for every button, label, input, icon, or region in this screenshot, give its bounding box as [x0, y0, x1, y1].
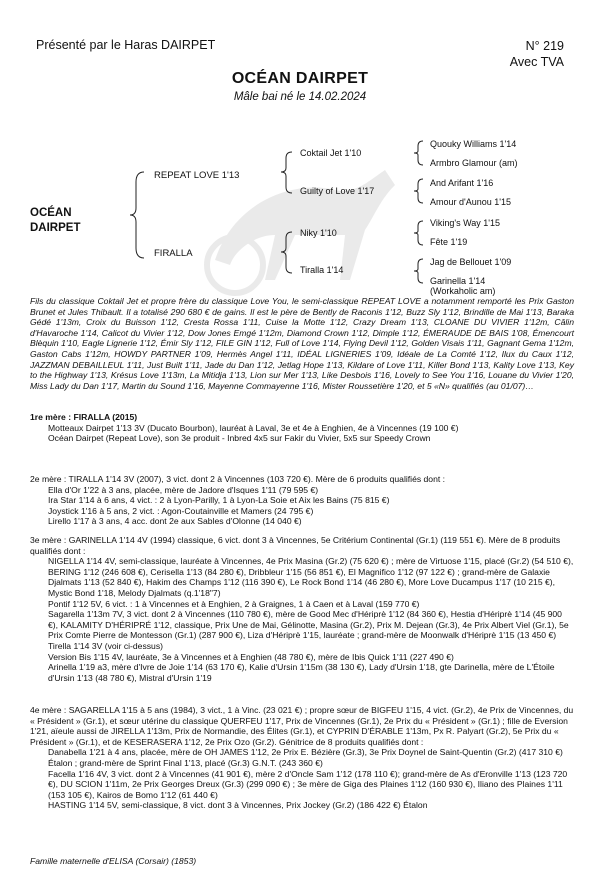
- sulky-watermark-icon: [175, 140, 425, 300]
- fourth-dam-title: 4e mère : SAGARELLA 1'15 à 5 ans (1984), 3 vict., 1 à Vinc. (23 021 €) ; propre sœur de BIGFEU 1'15, 4 vict. (Gr.2), 4e Prix de Vincennes, du « Président » (Gr.1), et sœur utérine du classique QUERFEU 1'17, Prix de Vincennes (Gr.1), 2e Prix du « Président » (Gr.1) ; fille de Eversion 1'21, aïeule aussi de JIRELLA 1'13m, Prix de Normandie, des Élites (Gr.1), et CYPRIN D'ÉRABLE 1'13m, Px R. Palyart (Gr.2), 5e Prix du « Président » (Gr.1), et de KESERASERA 1'12, 2e Prix Ozo (Gr.2). Génitrice de 8 produits qualifiés dont :: [30, 705, 574, 747]
- pedigree-gg-7: Jag de Bellouet 1'09: [430, 257, 512, 267]
- fourth-dam-section: [30, 705, 574, 811]
- pedigree-dam-dam: Tiralla 1'14: [300, 265, 344, 275]
- third-dam-title: 3e mère : GARINELLA 1'14 4V (1994) classique, 6 vict. dont 3 à Vincennes, 5e Critérium Continental (Gr.1) (119 551 €). Mère de 8 produits qualifiés dont :: [30, 535, 561, 556]
- second-dam-line: Ella d'Or 1'22 à 3 ans, placée, mère de Jadore d'Isques 1'11 (79 595 €): [48, 484, 319, 495]
- second-dam-section: [30, 474, 574, 527]
- lot-label: N° 219: [525, 39, 564, 53]
- fourth-dam-line: Facella 1'16 4V, 3 vict. dont 2 à Vincennes (41 901 €), mère 2 d'Oncle Sam 1'12 (178 110 €); grand-mère de As d'Eronville 1'13 (123 720 €), DU SCION 1'11m, 2e Prix Georges Dreux (Gr.3) (299 090 €) ; 3e mère de Giga des Plaines 1'12 (160 930 €), Iliano des Plaines 1'11 (153 105 €), Kairos de Bomo 1'12 (61 440 €): [48, 768, 568, 800]
- pedigree-sire: REPEAT LOVE 1'13: [154, 170, 240, 181]
- second-dam-line: Joystick 1'16 à 5 ans, 2 vict. : Agon-Coutainville et Mamers (24 795 €): [48, 505, 314, 516]
- presenter-text: Présenté par le Haras DAIRPET: [36, 38, 216, 52]
- pedigree-gg-2: Armbro Glamour (am): [430, 158, 518, 168]
- pedigree-gg-3: And Arifant 1'16: [430, 178, 494, 188]
- third-dam-line: Pontif 1'12 5V, 6 vict. : 1 à Vincennes et à Enghien, 2 à Graignes, 1 à Caen et à Laval (159 770 €): [48, 598, 420, 609]
- first-dam-title: 1re mère : FIRALLA (2015): [30, 412, 138, 422]
- vat-label: Avec TVA: [509, 55, 564, 69]
- pedigree-horse-line2: DAIRPET: [30, 222, 81, 234]
- third-dam-line: Sagarella 1'13m 7V, 3 vict. dont 2 à Vincennes (110 780 €), mère de Good Mec d'Hériprè 1'12 (84 360 €), Hestia d'Hériprè 1'14 (45 900 €), KALAMITY D'HÉRIPRÉ 1'12, classique, Prix Une de Mai, Gélinotte, Masina (Gr.2), Prix M. Dejean (Gr.3), 4e Prix Albert Viel (Gr.1), 5e Prix Comte Pierre de Montesson (Gr.1) (287 900 €), Liza d'Hériprè 1'15, lauréate ; grand-mère de Moonwalk d'Hériprè 1'15 (13 450 €): [48, 609, 569, 641]
- pedigree-sire-sire: Coktail Jet 1'10: [300, 148, 362, 158]
- pedigree-gg-9: (Workaholic am): [430, 286, 496, 296]
- brace-gg2-icon: [412, 178, 426, 204]
- third-dam-line: Tirella 1'14 3V (voir ci-dessus): [48, 640, 163, 651]
- first-dam-line: Motteaux Dairpet 1'13 3V (Ducato Bourbon), lauréat à Laval, 3e et 4e à Enghien, 4e à Vincennes (19 100 €): [48, 422, 459, 433]
- brace-gg1-icon: [412, 140, 426, 166]
- brace-dam-icon: [278, 230, 296, 275]
- third-dam-line: Arinella 1'19 a3, mère d'Ivre de Joie 1'14 (63 170 €), Kalie d'Ursin 1'15m (38 130 €), Lady d'Ursin 1'18, gte Darinella, mère de L'Étoile d'Ursin 1'13 (48 780 €), Mistral d'Ursin 1'19: [48, 662, 555, 683]
- fourth-dam-line: HASTING 1'14 5V, semi-classique, 8 vict. dont 3 à Vincennes, Prix Jockey (Gr.2) (186 422 €) Étalon: [48, 800, 428, 811]
- first-dam-line: Océan Dairpet (Repeat Love), son 3e produit - Inbred 4x5 sur Fakir du Vivier, 5x5 sur Speedy Crown: [48, 433, 431, 444]
- pedigree-gg-8: Garinella 1'14: [430, 276, 486, 286]
- first-dam-section: [30, 412, 574, 444]
- second-dam-title: 2e mère : TIRALLA 1'14 3V (2007), 3 vict. dont 2 à Vincennes (103 720 €). Mère de 6 produits qualifiés dont :: [30, 474, 446, 484]
- pedigree-horse-line1: OCÉAN: [30, 207, 72, 219]
- brace-gg4-icon: [412, 258, 426, 284]
- lot-number: [510, 38, 564, 70]
- pedigree-dam-sire: Niky 1'10: [300, 228, 337, 238]
- brace-sire-icon: [278, 150, 296, 195]
- second-dam-line: Ira Star 1'14 à 6 ans, 4 vict. : 2 à Lyon-Parilly, 1 à Lyon-La Soie et Aix les Bains (75 815 €): [48, 495, 390, 506]
- third-dam-section: [30, 535, 574, 683]
- third-dam-line: NIGELLA 1'14 4V, semi-classique, lauréate à Vincennes, 4e Prix Masina (Gr.2) (75 620 €) ; mère de Virtuose 1'15, placé (Gr.2) (54 510 €), BERING 1'12 (246 608 €), Cerisella 1'13 (84 280 €), Dribbleur 1'15 (56 851 €), El Magnifico 1'12 (97 122 €) ; grand-mère de Galaxie Djalmats 1'13 (52 840 €), Hakim des Champs 1'12 (116 390 €), Le Rock Bond 1'14 (46 280 €), More Love Ducampus 1'17 (10 215 €), Mystic Bond 1'18, Melody Djalmats (q.1'18"7): [48, 556, 574, 598]
- pedigree-gg-5: Viking's Way 1'15: [430, 218, 500, 228]
- pedigree-gg-6: Fête 1'19: [430, 237, 468, 247]
- third-dam-line: Version Bis 1'15 4V, lauréate, 3e à Vincennes et à Enghien (48 780 €), mère de Ibis Quick 1'11 (227 490 €): [48, 651, 454, 662]
- brace-gg3-icon: [412, 220, 426, 246]
- pedigree-dam: FIRALLA: [154, 248, 193, 259]
- sire-description: Fils du classique Coktail Jet et propre frère du classique Love You, le semi-classique REPEAT LOVE a notamment remporté les Prix Gaston Brunet et Jules Thibault. Il a totalisé 290 680 € de gains. Il est le père de Bently de Raconis 1'12, Buzz Sly 1'12, Brindille de Mai 1'13, Baraka Gédé 1'13m, Croix du Buisson 1'12, Cresta Rossa 1'11, Cuise la Motte 1'12, Crazy Dream 1'13, CLOANE DU VIVIER 1'12m, Câlin d'Havaroche 1'14, Calicot du Vivier 1'12, Dow Jones Emgé 1'12m, Diamond Crown 1'12, Dimple 1'12, ÉMERAUDE DE BAIS 1'08, Émencourt Blèquin 1'10, Eagle Lignerie 1'12, Émir Sly 1'12, FILE GIN 1'12, Full of Love 1'14, Flying Devil 1'12, Golden Visais 1'11, Gagnant Gema 1'12m, Gaston Cabs 1'12m, HOWDY PARTNER 1'09, Hermès Angel 1'11, IDÉAL LIGNERIES 1'09, Idéale de La Comté 1'12, Ilux du Caux 1'12, JAZZMAN DEBAILLEUL 1'11, Just Built 1'11, Jade du Dan 1'12, Jetlag Hope 1'13, Kildare of Love 1'11, Killer Bond 1'13, Kality Love 1'13, Key to the Highway 1'13, Krésus Love 1'13m, La Mitidja 1'13, Lion sur Mer 1'13, Like Desbois 1'16, Lovely to See You 1'16, Louane du Vivier 1'20, Miss Lady du Dan 1'17, Martin du Sound 1'16, Mayenne Commayenne 1'16, Mister Roussetière 1'20, et 5 «N» qualifiés (au 01/07)…: [30, 296, 574, 391]
- pedigree-gg-4: Amour d'Aunou 1'15: [430, 197, 511, 207]
- pedigree-sire-dam: Guilty of Love 1'17: [300, 186, 375, 196]
- fourth-dam-line: Danabella 1'21 à 4 ans, placée, mère de OH JAMES 1'12, 2e Prix E. Bézière (Gr.3), 3e Prix Doynel de Saint-Quentin (Gr.2) (417 310 €) Étalon ; grand-mère de Sprint Final 1'13, placé (Gr.3) G.N.T. (243 360 €): [48, 747, 563, 768]
- horse-subtitle: Mâle bai né le 14.02.2024: [233, 91, 367, 103]
- pedigree-horse: [30, 206, 80, 236]
- horse-title: OCÉAN DAIRPET: [231, 70, 369, 87]
- second-dam-line: Lirello 1'17 à 3 ans, 4 acc. dont 2e aux Sables d'Olonne (14 040 €): [48, 516, 302, 527]
- brace-parents-icon: [128, 170, 148, 260]
- maternal-family: Famille maternelle d'ELISA (Corsair) (1853): [30, 856, 197, 866]
- pedigree-gg-1: Quouky Williams 1'14: [430, 139, 517, 149]
